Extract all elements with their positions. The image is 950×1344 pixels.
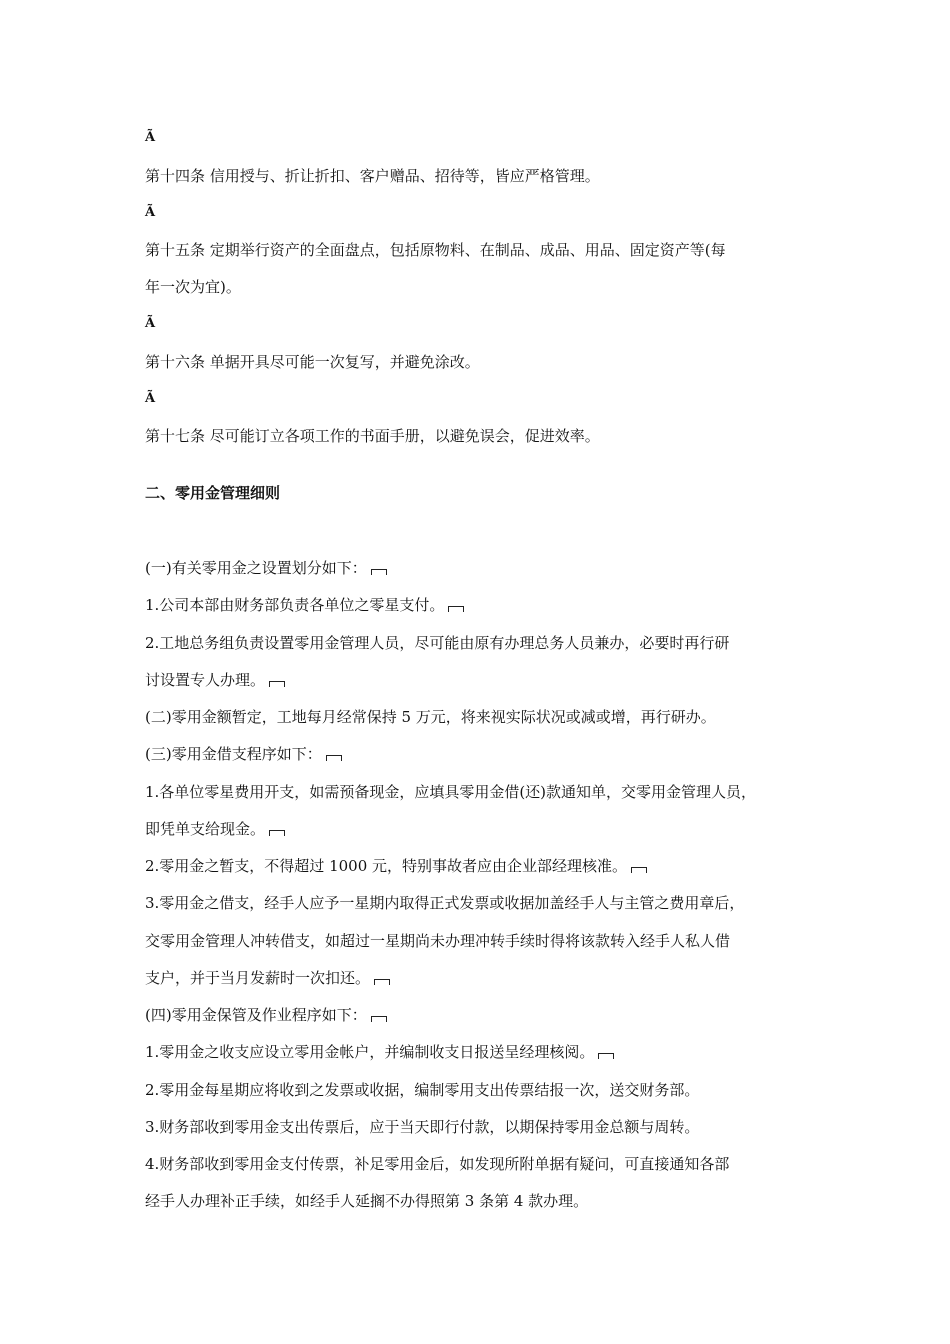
paragraph-line: [145, 1005, 387, 1025]
paragraph-line: 经手人办理补正手续，如经手人延搁不办得照第 3 条第 4 款办理。: [145, 1192, 589, 1210]
line-text: 2.零用金之暂支，不得超过 1000 元，特别事故者应由企业部经理核准。: [145, 857, 628, 875]
line-text: (三)零用金借支程序如下：: [145, 745, 322, 763]
line-text: 1.公司本部由财务部负责各单位之零星支付。: [145, 596, 445, 614]
article-17: 第十七条 尽可能订立各项工作的书面手册，以避免误会，促进效率。: [145, 427, 600, 445]
article-16: 第十六条 单据开具尽可能一次复写，并避免涂改。: [145, 353, 480, 371]
article-14: 第十四条 信用授与、折让折扣、客户赠品、招待等，皆应严格管理。: [145, 167, 600, 185]
paragraph-line: [145, 856, 647, 876]
paragraph-line: [145, 1042, 614, 1062]
list-marker: Ã: [145, 391, 156, 406]
paragraph-line: 4.财务部收到零用金支付传票，补足零用金后，如发现所附单据有疑问，可直接通知各部: [145, 1155, 730, 1173]
paragraph-line: [145, 670, 285, 690]
paragraph-line: (二)零用金额暂定，工地每月经常保持 5 万元，将来视实际状况或减或增，再行研办。: [145, 708, 716, 726]
article-15-line-2: 年一次为宜)。: [145, 278, 241, 296]
paragraph-return-icon: [269, 830, 285, 836]
paragraph-line: 3.财务部收到零用金支出传票后，应于当天即行付款，以期保持零用金总额与周转。: [145, 1118, 700, 1136]
line-text: 支户，并于当月发薪时一次扣还。: [145, 969, 371, 987]
paragraph-line: 交零用金管理人冲转借支，如超过一星期尚未办理冲转手续时得将该款转入经手人私人借: [145, 932, 731, 950]
paragraph-return-icon: [371, 1016, 387, 1022]
line-text: 即凭单支给现金。: [145, 820, 266, 838]
paragraph-line: [145, 819, 285, 839]
paragraph-return-icon: [371, 569, 387, 575]
paragraph-line: 1.各单位零星费用开支，如需预备现金，应填具零用金借(还)款通知单，交零用金管理人员，: [145, 783, 757, 801]
paragraph-line: 2.零用金每星期应将收到之发票或收据，编制零用支出传票结报一次，送交财务部。: [145, 1081, 700, 1099]
article-15-line-1: 第十五条 定期举行资产的全面盘点，包括原物料、在制品、成品、用品、固定资产等(每: [145, 241, 726, 259]
paragraph-line: [145, 595, 464, 615]
paragraph-line: [145, 558, 387, 578]
paragraph-return-icon: [631, 867, 647, 873]
paragraph-return-icon: [448, 606, 464, 612]
list-marker: Ã: [145, 130, 156, 145]
paragraph-line: 2.工地总务组负责设置零用金管理人员，尽可能由原有办理总务人员兼办，必要时再行研: [145, 634, 730, 652]
paragraph-return-icon: [598, 1053, 614, 1059]
line-text: 1.零用金之收支应设立零用金帐户，并编制收支日报送呈经理核阅。: [145, 1043, 595, 1061]
paragraph-return-icon: [326, 755, 342, 761]
paragraph-return-icon: [269, 681, 285, 687]
paragraph-line: 3.零用金之借支，经手人应予一星期内取得正式发票或收据加盖经手人与主管之费用章后，: [145, 894, 745, 912]
paragraph-line: [145, 968, 390, 988]
line-text: (一)有关零用金之设置划分如下：: [145, 559, 367, 577]
paragraph-line: [145, 744, 342, 764]
list-marker: Ã: [145, 205, 156, 220]
line-text: (四)零用金保管及作业程序如下：: [145, 1006, 367, 1024]
section-title: 二、零用金管理细则: [145, 484, 281, 502]
line-text: 讨设置专人办理。: [145, 671, 266, 689]
list-marker: Ã: [145, 316, 156, 331]
paragraph-return-icon: [374, 979, 390, 985]
